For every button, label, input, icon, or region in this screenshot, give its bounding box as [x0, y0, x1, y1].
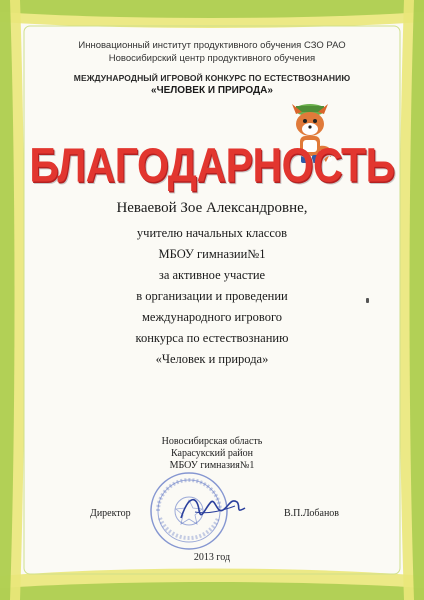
- recipient-name: Неваевой Зое Александровне,: [116, 200, 308, 216]
- stray-mark: [366, 298, 369, 303]
- header-contest-name: «ЧЕЛОВЕК И ПРИРОДА»: [151, 85, 273, 96]
- header-institute: Инновационный институт продуктивного обучения СЗО РАО: [78, 40, 346, 51]
- header-center: Новосибирский центр продуктивного обучения: [108, 53, 316, 64]
- body-line: учителю начальных классов: [136, 226, 288, 240]
- director-name: В.П.Лобанов: [284, 508, 340, 519]
- body-line: «Человек и природа»: [155, 352, 269, 366]
- footer-school: МБОУ гимназия№1: [169, 460, 255, 471]
- body-line: МБОУ гимназии№1: [158, 247, 266, 261]
- footer-region: Новосибирская область: [161, 436, 263, 447]
- director-label: Директор: [90, 508, 131, 519]
- body-line: конкурса по естествознанию: [135, 331, 289, 345]
- footer-district: Карасукский район: [171, 448, 253, 459]
- body-line: международного игрового: [141, 310, 283, 324]
- body-line: за активное участие: [158, 268, 266, 282]
- certificate-year: 2013 год: [193, 552, 231, 563]
- body-line: в организации и проведении: [136, 289, 288, 303]
- certificate-title: БЛАГОДАРНОСТЬ: [29, 138, 395, 193]
- handwritten-signature: [175, 488, 255, 528]
- header-contest: МЕЖДУНАРОДНЫЙ ИГРОВОЙ КОНКУРС ПО ЕСТЕСТВОЗНАНИЮ: [73, 73, 351, 83]
